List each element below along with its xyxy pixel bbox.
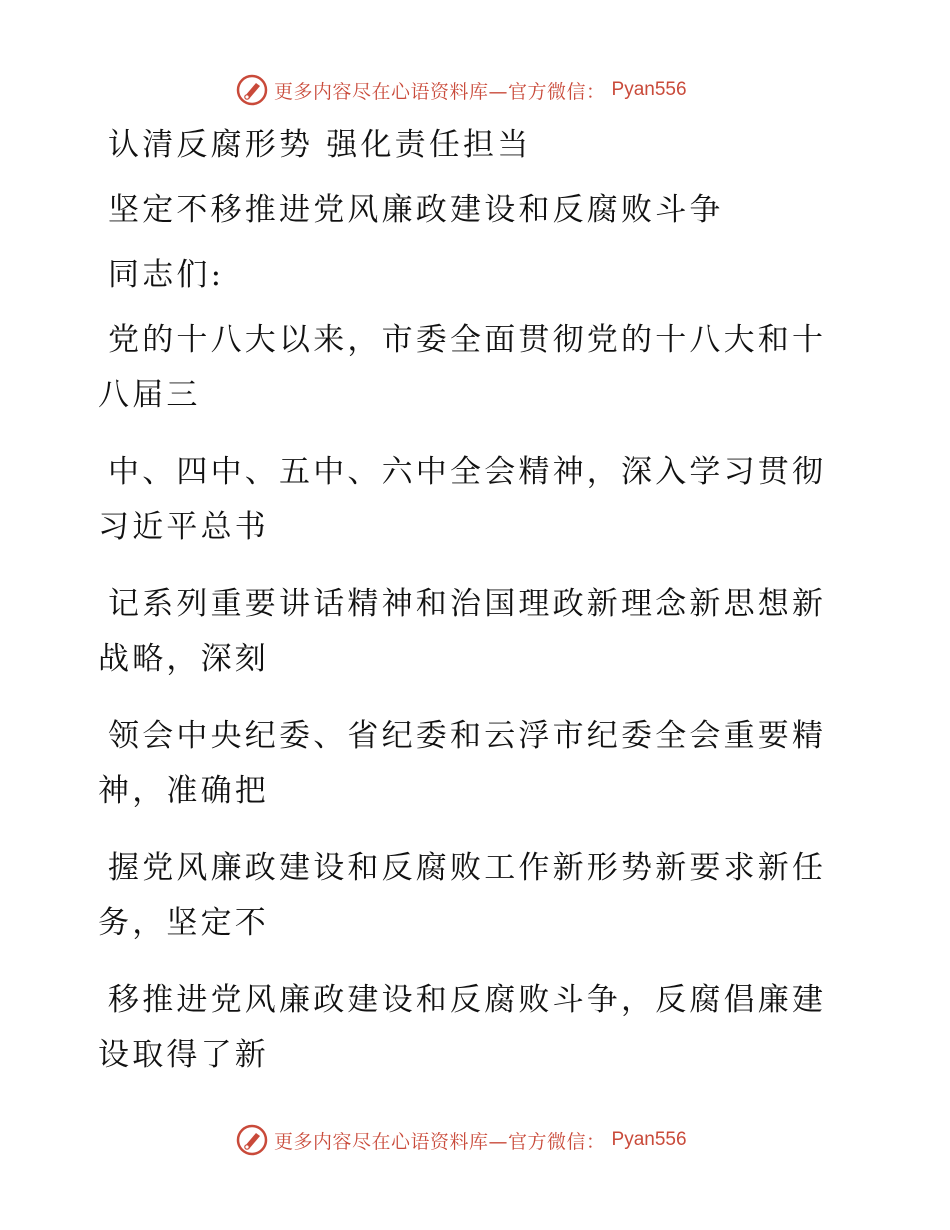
paragraph-line: 神，准确把 [98, 773, 269, 809]
footer-watermark [236, 1120, 736, 1160]
header-watermark [236, 70, 736, 110]
paragraph-line: 务，坚定不 [98, 905, 269, 941]
paragraph [98, 841, 838, 951]
paragraph-line: 战略，深刻 [98, 641, 269, 677]
watermark-handle: Pyan556 [611, 79, 687, 100]
pen-logo-icon [236, 74, 268, 106]
document-body [98, 118, 838, 1083]
salutation: 同志们: [108, 257, 225, 293]
paragraph-line: 握党风廉政建设和反腐败工作新形势新要求新任 [108, 850, 827, 886]
paragraph [98, 577, 838, 687]
document-subtitle: 坚定不移推进党风廉政建设和反腐败斗争 [108, 192, 724, 228]
paragraph [98, 445, 838, 555]
paragraph-line: 领会中央纪委、省纪委和云浮市纪委全会重要精 [108, 718, 827, 754]
paragraph [98, 973, 838, 1083]
paragraph-line: 记系列重要讲话精神和治国理政新理念新思想新 [108, 586, 827, 622]
paragraph [98, 709, 838, 819]
pen-logo-icon [236, 1124, 268, 1156]
watermark-handle: Pyan556 [611, 1129, 687, 1150]
paragraph-line: 设取得了新 [98, 1037, 269, 1073]
watermark-text: 更多内容尽在心语资料库—官方微信： [274, 80, 606, 103]
document-title: 认清反腐形势 强化责任担当 [108, 127, 532, 163]
paragraph [98, 313, 838, 423]
paragraph-line: 党的十八大以来，市委全面贯彻党的十八大和十 [108, 322, 827, 358]
watermark-text: 更多内容尽在心语资料库—官方微信： [274, 1130, 606, 1153]
paragraph-line: 中、四中、五中、六中全会精神，深入学习贯彻 [108, 454, 827, 490]
paragraph-line: 习近平总书 [98, 509, 269, 545]
paragraph-line: 八届三 [98, 377, 201, 413]
paragraph-line: 移推进党风廉政建设和反腐败斗争，反腐倡廉建 [108, 982, 827, 1018]
